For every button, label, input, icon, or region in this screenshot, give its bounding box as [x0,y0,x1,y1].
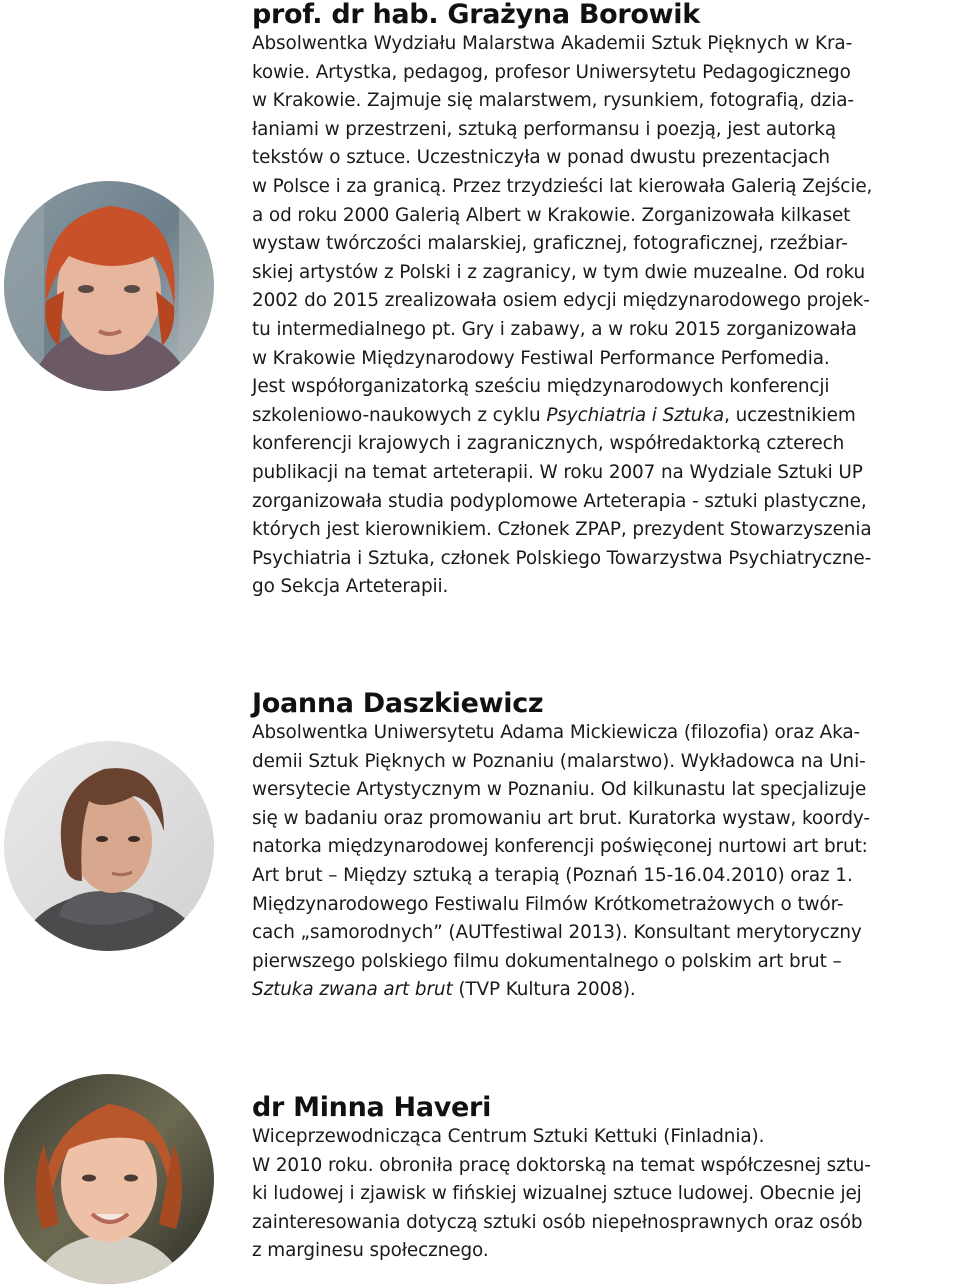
italic-title: Sztuka zwana art brut [252,979,453,1001]
bio-line: łaniami w przestrzeni, sztuką performansu i poezją, jest autorką [252,118,837,140]
bio-section [252,689,952,1005]
bio-line: go Sekcja Arteterapii. [252,576,449,598]
bio-line: w Polsce i za granicą. Przez trzydzieści lat kierowała Galerią Zejście, [252,175,873,197]
text-run: szkoleniowo-naukowych z cyklu [252,404,547,426]
text-run: , uczestnikiem [724,404,856,426]
bio-line: pierwszego polskiego filmu dokumentalnego o polskim art brut – [252,950,842,972]
bio-text [252,1123,952,1266]
bio-text [252,30,952,602]
portrait-image [4,181,214,391]
bio-line: Psychiatria i Sztuka, członek Polskiego Towarzystwa Psychiatryczne- [252,547,872,569]
bio-name: prof. dr hab. Grażyna Borowik [252,0,700,30]
bio-line: a od roku 2000 Galerią Albert w Krakowie. Zorganizowała kilkaset [252,204,851,226]
bio-line: Jest współorganizatorką sześciu międzynarodowych konferencji [252,376,830,398]
bio-line [252,402,952,431]
bio-line: zorganizowała studia podyplomowe Arteterapia - sztuki plastyczne, [252,490,867,512]
bio-line: Absolwentka Uniwersytetu Adama Mickiewicza (filozofia) oraz Aka- [252,722,861,743]
bio-line: publikacji na temat arteterapii. W roku 2007 na Wydziale Sztuki UP [252,461,863,483]
bio-line: W 2010 roku. obroniła pracę doktorską na temat współczesnej sztu- [252,1154,871,1176]
portrait-photo-daszkiewicz [4,741,214,951]
bio-line: zainteresowania dotyczą sztuki osób niepełnosprawnych oraz osób [252,1211,863,1233]
bio-line: Art brut – Między sztuką a terapią (Poznań 15-16.04.2010) oraz 1. [252,864,853,886]
bio-line: w Krakowie Międzynarodowy Festiwal Performance Perfomedia. [252,347,830,369]
bio-name: dr Minna Haveri [252,1092,492,1123]
bio-line: z marginesu społecznego. [252,1240,489,1262]
italic-title: Psychiatria i Sztuka [546,404,725,426]
bio-line: się w badaniu oraz promowaniu art brut. Kuratorka wystaw, koordy- [252,807,870,829]
portrait-photo-borowik [4,181,214,391]
text-run: (TVP Kultura 2008). [452,979,636,1001]
bio-line: Absolwentka Wydziału Malarstwa Akademii Sztuk Pięknych w Kra- [252,33,853,54]
bio-section [252,1093,952,1266]
bio-line: cach „samorodnych” (AUTfestiwal 2013). Konsultant merytoryczny [252,922,862,944]
bio-text [252,719,952,1005]
bio-line: wersytecie Artystycznym w Poznaniu. Od kilkunastu lat specjalizuje [252,779,867,801]
bio-line [252,976,952,1005]
bio-line: wystaw twórczości malarskiej, graficznej, fotograficznej, rzeźbiar- [252,233,848,255]
bio-line: w Krakowie. Zajmuje się malarstwem, rysunkiem, fotografią, dzia- [252,90,854,112]
portrait-image [4,1074,214,1284]
bio-line: natorka międzynarodowej konferencji poświęconej nurtowi art brut: [252,836,868,858]
bio-line: Międzynarodowego Festiwalu Filmów Krótkometrażowych o twór- [252,893,844,915]
bio-line: demii Sztuk Pięknych w Poznaniu (malarstwo). Wykładowca na Uni- [252,750,866,772]
bio-name: Joanna Daszkiewicz [252,688,544,719]
bio-line: kowie. Artystka, pedagog, profesor Uniwersytetu Pedagogicznego [252,61,851,83]
bio-line: skiej artystów z Polski i z zagranicy, w tym dwie muzealne. Od roku [252,261,866,283]
bio-line: których jest kierownikiem. Członek ZPAP, prezydent Stowarzyszenia [252,519,872,541]
bio-line: ki ludowej i zjawisk w fińskiej wizualnej sztuce ludowej. Obecnie jej [252,1183,862,1205]
bio-line: 2002 do 2015 zrealizowała osiem edycji międzynarodowego projek- [252,290,870,312]
portrait-image [4,741,214,951]
portrait-photo-haveri [4,1074,214,1284]
bio-section [252,0,952,602]
bio-line: tekstów o sztuce. Uczestniczyła w ponad dwustu prezentacjach [252,147,830,169]
bio-line: konferencji krajowych i zagranicznych, współredaktorką czterech [252,433,845,455]
bio-line: Wiceprzewodnicząca Centrum Sztuki Kettuki (Finladnia). [252,1126,765,1147]
bio-line: tu intermedialnego pt. Gry i zabawy, a w roku 2015 zorganizowała [252,318,857,340]
